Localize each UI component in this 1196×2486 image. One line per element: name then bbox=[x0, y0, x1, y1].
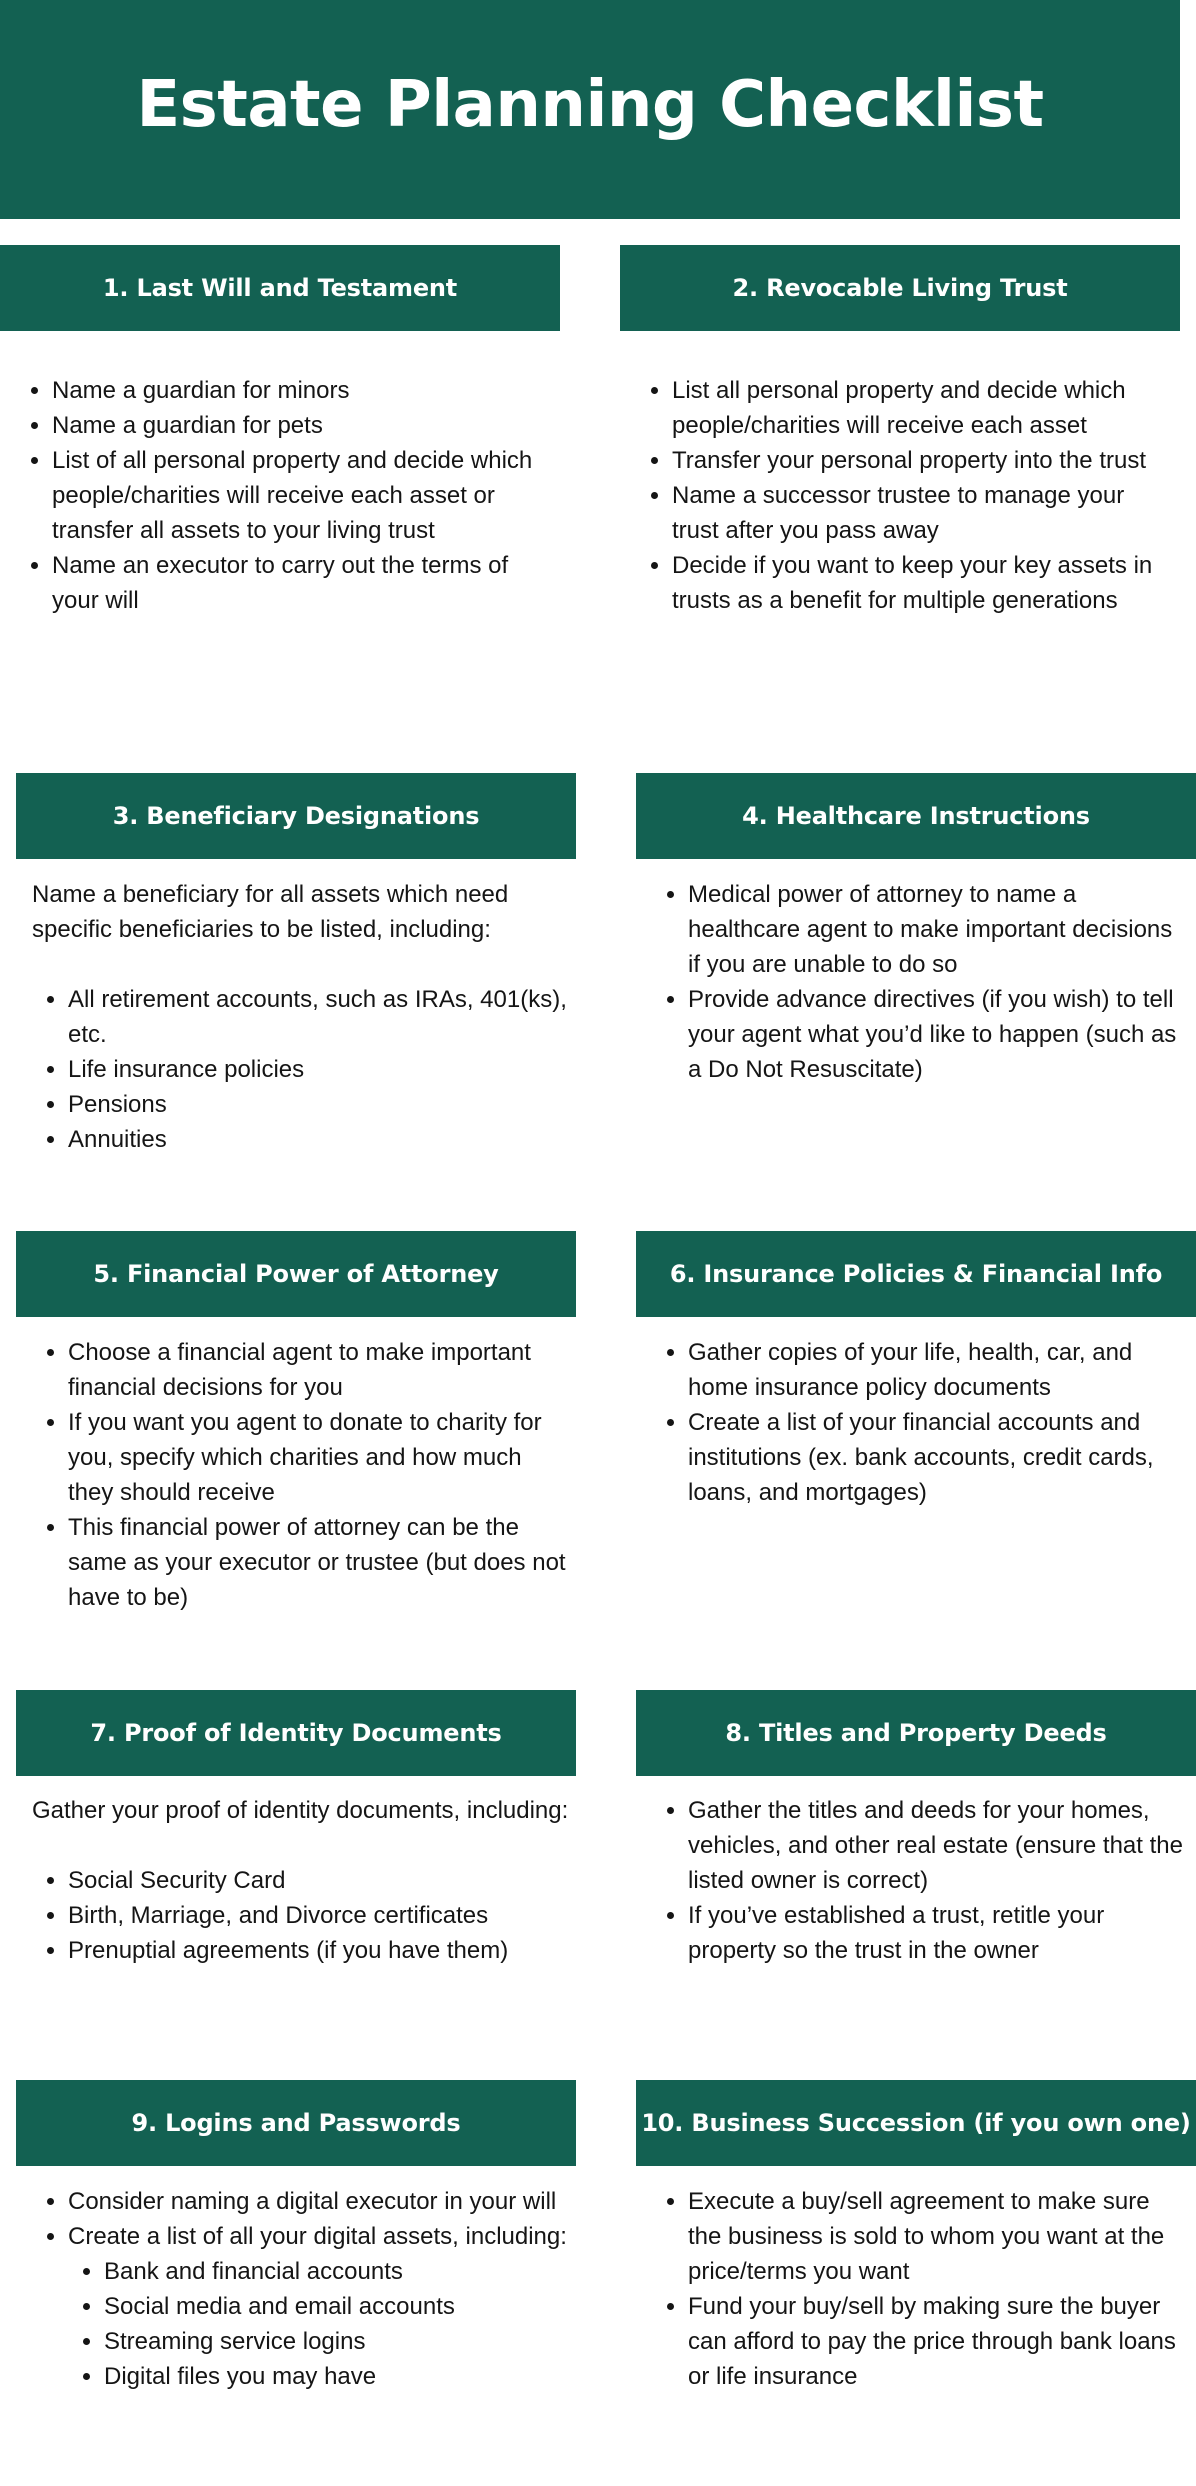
section-3-body bbox=[32, 877, 572, 1157]
list-item: • Name a guardian for minors bbox=[52, 373, 556, 408]
section-8-body bbox=[652, 1793, 1184, 1968]
list-item: • This financial power of attorney can be the same as your executor or trustee (but does not have to be) bbox=[68, 1510, 572, 1615]
list-item: • Consider naming a digital executor in your will bbox=[68, 2184, 572, 2219]
section-9-list bbox=[32, 2184, 572, 2394]
title-banner bbox=[0, 0, 1180, 219]
list-item: • Transfer your personal property into the trust bbox=[672, 443, 1176, 478]
list-item: • All retirement accounts, such as IRAs, 401(ks), etc. bbox=[68, 982, 572, 1052]
list-item: • List of all personal property and decide which people/charities will receive each asset or transfer all assets to your living trust bbox=[52, 443, 556, 548]
page-title: Estate Planning Checklist bbox=[136, 68, 1044, 142]
section-8-list bbox=[652, 1793, 1184, 1968]
list-item: • If you want you agent to donate to charity for you, specify which charities and how much they should receive bbox=[68, 1405, 572, 1510]
section-1-list bbox=[16, 373, 556, 618]
list-item: • Create a list of your financial accounts and institutions (ex. bank accounts, credit cards, loans, and mortgages) bbox=[688, 1405, 1184, 1510]
list-item: • Birth, Marriage, and Divorce certificates bbox=[68, 1898, 572, 1933]
section-2-list bbox=[636, 373, 1176, 618]
list-item: • Choose a financial agent to make important financial decisions for you bbox=[68, 1335, 572, 1405]
list-item: • Provide advance directives (if you wish) to tell your agent what you’d like to happen (such as a Do Not Resuscitate) bbox=[688, 982, 1184, 1087]
list-item: • Social Security Card bbox=[68, 1863, 572, 1898]
section-1-body bbox=[16, 373, 556, 618]
section-2-header bbox=[620, 245, 1180, 331]
sub-list-item: • Social media and email accounts bbox=[104, 2289, 572, 2324]
section-2-body bbox=[636, 373, 1176, 618]
section-2-heading: 2. Revocable Living Trust bbox=[732, 274, 1068, 302]
section-7-list bbox=[32, 1863, 572, 1968]
list-item: • Annuities bbox=[68, 1122, 572, 1157]
list-item: • Execute a buy/sell agreement to make sure the business is sold to whom you want at the price/terms you want bbox=[688, 2184, 1184, 2289]
section-4-heading: 4. Healthcare Instructions bbox=[742, 802, 1090, 830]
section-3-header bbox=[16, 773, 576, 859]
section-4-list bbox=[652, 877, 1184, 1087]
section-10-heading: 10. Business Succession (if you own one) bbox=[641, 2109, 1191, 2137]
list-item: • Fund your buy/sell by making sure the buyer can afford to pay the price through bank loans or life insurance bbox=[688, 2289, 1184, 2394]
section-5-list bbox=[32, 1335, 572, 1615]
section-4-body bbox=[652, 877, 1184, 1087]
list-item: • Name an executor to carry out the terms of your will bbox=[52, 548, 556, 618]
section-10-body bbox=[652, 2184, 1184, 2394]
section-6-heading: 6. Insurance Policies & Financial Info bbox=[669, 1260, 1163, 1288]
sub-list-item: • Streaming service logins bbox=[104, 2324, 572, 2359]
list-item: • Name a successor trustee to manage your trust after you pass away bbox=[672, 478, 1176, 548]
section-3-heading: 3. Beneficiary Designations bbox=[112, 802, 480, 830]
section-7-heading: 7. Proof of Identity Documents bbox=[90, 1719, 502, 1747]
section-3-list bbox=[32, 982, 572, 1157]
list-item-text: Create a list of all your digital assets, including: bbox=[68, 2223, 567, 2250]
list-item bbox=[68, 2219, 572, 2394]
list-item: • Gather copies of your life, health, car, and home insurance policy documents bbox=[688, 1335, 1184, 1405]
section-9-header bbox=[16, 2080, 576, 2166]
section-8-heading: 8. Titles and Property Deeds bbox=[725, 1719, 1107, 1747]
list-item: • Decide if you want to keep your key assets in trusts as a benefit for multiple generations bbox=[672, 548, 1176, 618]
section-7-intro: Gather your proof of identity documents, including: bbox=[32, 1797, 569, 1824]
section-7-header bbox=[16, 1690, 576, 1776]
section-8-header bbox=[636, 1690, 1196, 1776]
section-9-heading: 9. Logins and Passwords bbox=[131, 2109, 461, 2137]
sub-list-item: • Digital files you may have bbox=[104, 2359, 572, 2394]
list-item: • Gather the titles and deeds for your homes, vehicles, and other real estate (ensure that the listed owner is correct) bbox=[688, 1793, 1184, 1898]
list-item: • Name a guardian for pets bbox=[52, 408, 556, 443]
section-10-header bbox=[636, 2080, 1196, 2166]
list-item: • Prenuptial agreements (if you have them) bbox=[68, 1933, 572, 1968]
list-item: • List all personal property and decide which people/charities will receive each asset bbox=[672, 373, 1176, 443]
section-4-header bbox=[636, 773, 1196, 859]
section-6-list bbox=[652, 1335, 1184, 1510]
list-item: • If you’ve established a trust, retitle your property so the trust in the owner bbox=[688, 1898, 1184, 1968]
section-1-header bbox=[0, 245, 560, 331]
list-item: • Medical power of attorney to name a healthcare agent to make important decisions if you are unable to do so bbox=[688, 877, 1184, 982]
section-10-list bbox=[652, 2184, 1184, 2394]
section-5-header bbox=[16, 1231, 576, 1317]
list-item: • Pensions bbox=[68, 1087, 572, 1122]
section-9-sublist bbox=[68, 2254, 572, 2394]
section-5-heading: 5. Financial Power of Attorney bbox=[93, 1260, 499, 1288]
section-3-intro: Name a beneficiary for all assets which need specific beneficiaries to be listed, including: bbox=[32, 881, 509, 943]
list-item: • Life insurance policies bbox=[68, 1052, 572, 1087]
section-5-body bbox=[32, 1335, 572, 1615]
section-1-heading: 1. Last Will and Testament bbox=[102, 274, 458, 302]
section-9-body bbox=[32, 2184, 572, 2394]
section-7-body bbox=[32, 1793, 572, 1968]
sub-list-item: • Bank and financial accounts bbox=[104, 2254, 572, 2289]
section-6-body bbox=[652, 1335, 1184, 1510]
section-6-header bbox=[636, 1231, 1196, 1317]
